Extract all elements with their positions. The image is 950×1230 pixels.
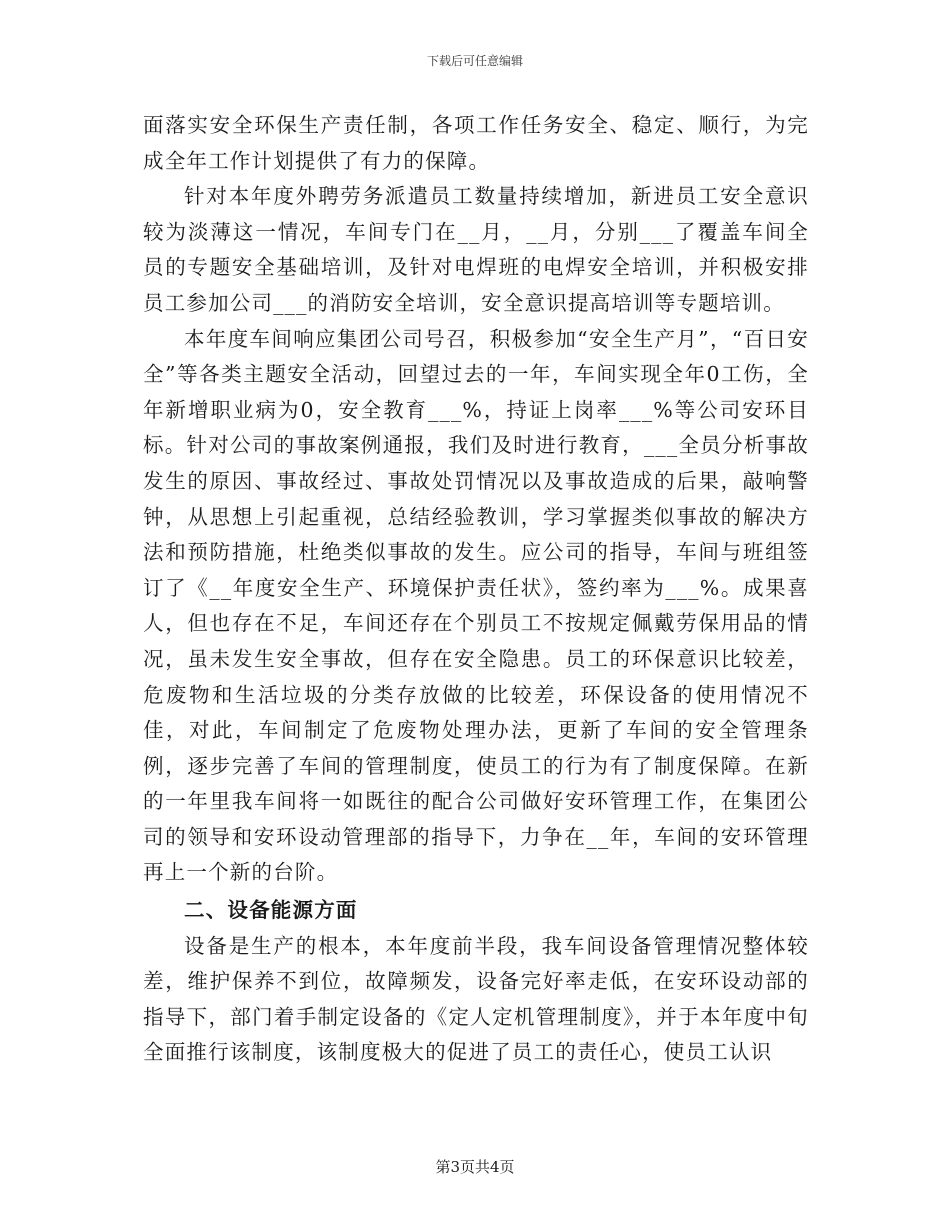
paragraph-safety-activities: 本年度车间响应集团公司号召，积极参加“安全生产月”，“百日安全”等各类主题安全活动，回望过去的一年，车间实现全年0工伤，全年新增职业病为0，安全教育___%，持证上岗率___%等公司安环目标。针对公司的事故案例通报，我们及时进行教育，___全员分析事故发生的原因、事故经过、事故处罚情况以及事故造成的后果，敲响警钟，从思想上引起重视，总结经验教训，学习掌握类似事故的解决方法和预防措施，杜绝类似事故的发生。应公司的指导，车间与班组签订了《__年度安全生产、环境保护责任状》，签约率为___%。成果喜人，但也存在不足，车间还存在个别员工不按规定佩戴劳保用品的情况，虽未发生安全事故，但存在安全隐患。员工的环保意识比较差，危废物和生活垃圾的分类存放做的比较差，环保设备的使用情况不佳，对此，车间制定了危废物处理办法，更新了车间的安全管理条例，逐步完善了车间的管理制度，使员工的行为有了制度保障。在新的一年里我车间将一如既往的配合公司做好安环管理工作，在集团公司的领导和安环设动管理部的指导下，力争在__年，车间的安环管理再上一个新的台阶。 bbox=[143, 326, 809, 885]
paragraph-training: 针对本年度外聘劳务派遣员工数量持续增加，新进员工安全意识较为淡薄这一情况，车间专门在__月，__月，分别___了覆盖车间全员的专题安全基础培训，及针对电焊班的电焊安全培训，并积极安排员工参加公司___的消防安全培训，安全意识提高培训等专题培训。 bbox=[143, 184, 809, 315]
paragraph-continuation: 面落实安全环保生产责任制，各项工作任务安全、稳定、顺行，为完成全年工作计划提供了有力的保障。 bbox=[143, 113, 809, 173]
document-body bbox=[143, 108, 809, 1071]
page-number: 第3页共4页 bbox=[435, 1158, 515, 1176]
section-heading-equipment-energy: 二、设备能源方面 bbox=[184, 898, 358, 923]
paragraph-equipment: 设备是生产的根本，本年度前半段，我车间设备管理情况整体较差，维护保养不到位，故障频发，设备完好率走低，在安环设动部的指导下，部门着手制定设备的《定人定机管理制度》，并于本年度中旬全面推行该制度，该制度极大的促进了员工的责任心，使员工认识 bbox=[143, 933, 809, 1065]
header-edit-note: 下载后可任意编辑 bbox=[426, 54, 523, 68]
